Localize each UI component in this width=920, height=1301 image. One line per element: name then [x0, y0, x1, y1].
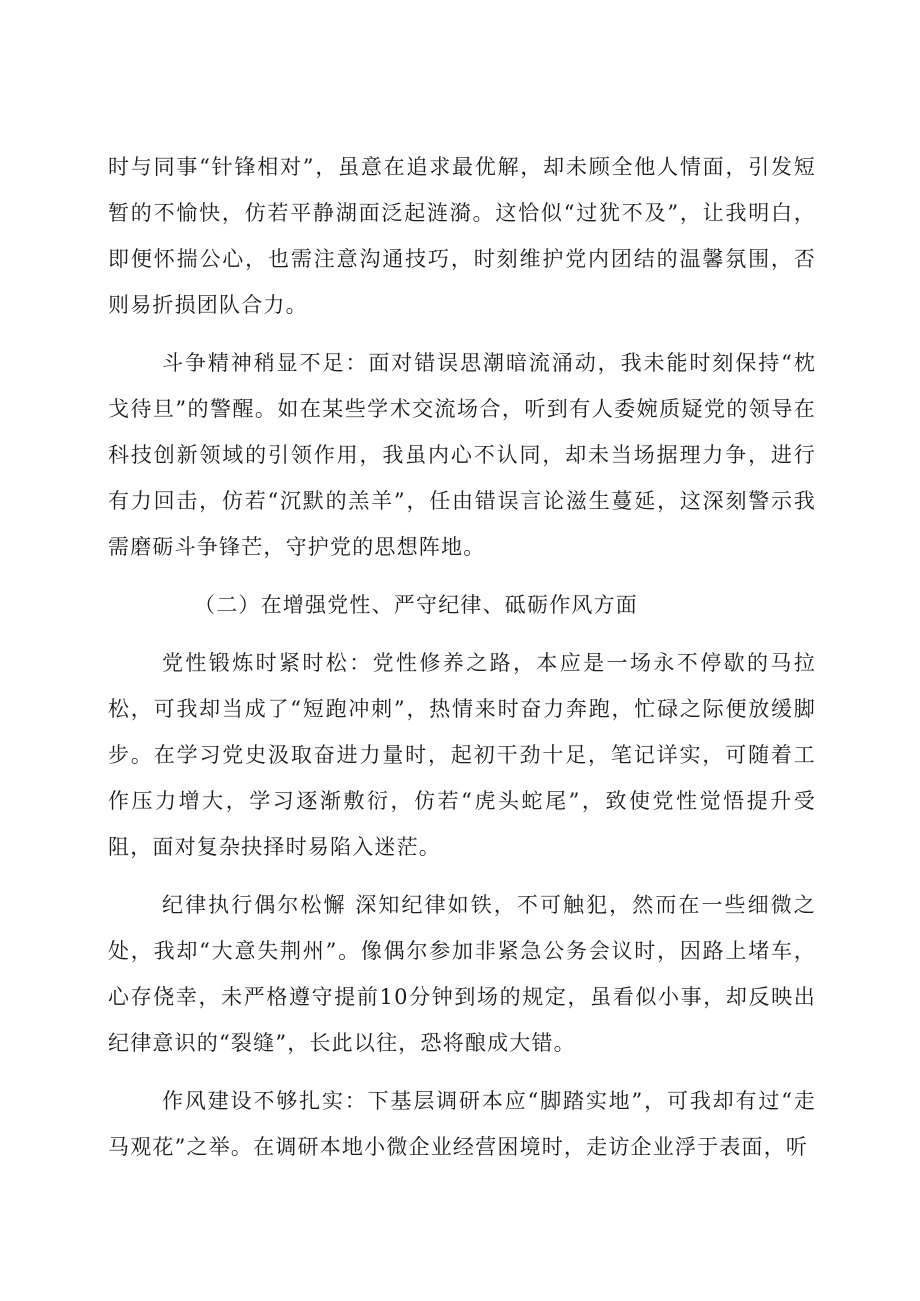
paragraph-party-spirit: 党性锻炼时紧时松：党性修养之路，本应是一场永不停歇的马拉松，可我却当成了“短跑冲刺”，热情来时奋力奔跑，忙碌之际便放缓脚步。在学习党史汲取奋进力量时，起初干劲十足，笔记详实，可随着工作压力增大，学习逐渐敷衍，仿若“虎头蛇尾”，致使党性觉悟提升受阻，面对复杂抉择时易陷入迷茫。 [108, 651, 816, 859]
section-heading: （二）在增强党性、严守纪律、砥砺作风方面 [194, 593, 638, 617]
paragraph-work-style: 作风建设不够扎实：下基层调研本应“脚踏实地”，可我却有过“走马观花”之举。在调研本地小微企业经营困境时，走访企业浮于表面，听 [108, 1089, 816, 1159]
paragraph-struggle-spirit: 斗争精神稍显不足：面对错误思潮暗流涌动，我未能时刻保持“枕戈待旦”的警醒。如在某些学术交流场合，听到有人委婉质疑党的领导在科技创新领域的引领作用，我虽内心不认同，却未当场据理力争，进行有力回击，仿若“沉默的羔羊”，任由错误言论滋生蔓延，这深刻警示我需磨砺斗争锋芒，守护党的思想阵地。 [108, 351, 816, 559]
paragraph-discipline: 纪律执行偶尔松懈 深知纪律如铁，不可触犯，然而在一些细微之处，我却“大意失荆州”。像偶尔参加非紧急公务会议时，因路上堵车，心存侥幸，未严格遵守提前10分钟到场的规定，虽看似小事，却反映出纪律意识的“裂缝”，长此以往，恐将酿成大错。 [108, 893, 816, 1055]
document-body [108, 144, 816, 1182]
paragraph-continuation: 时与同事“针锋相对”，虽意在追求最优解，却未顾全他人情面，引发短暂的不愉快，仿若平静湖面泛起涟漪。这恰似“过犹不及”，让我明白，即便怀揣公心，也需注意沟通技巧，时刻维护党内团结的温馨氛围，否则易折损团队合力。 [108, 155, 816, 317]
